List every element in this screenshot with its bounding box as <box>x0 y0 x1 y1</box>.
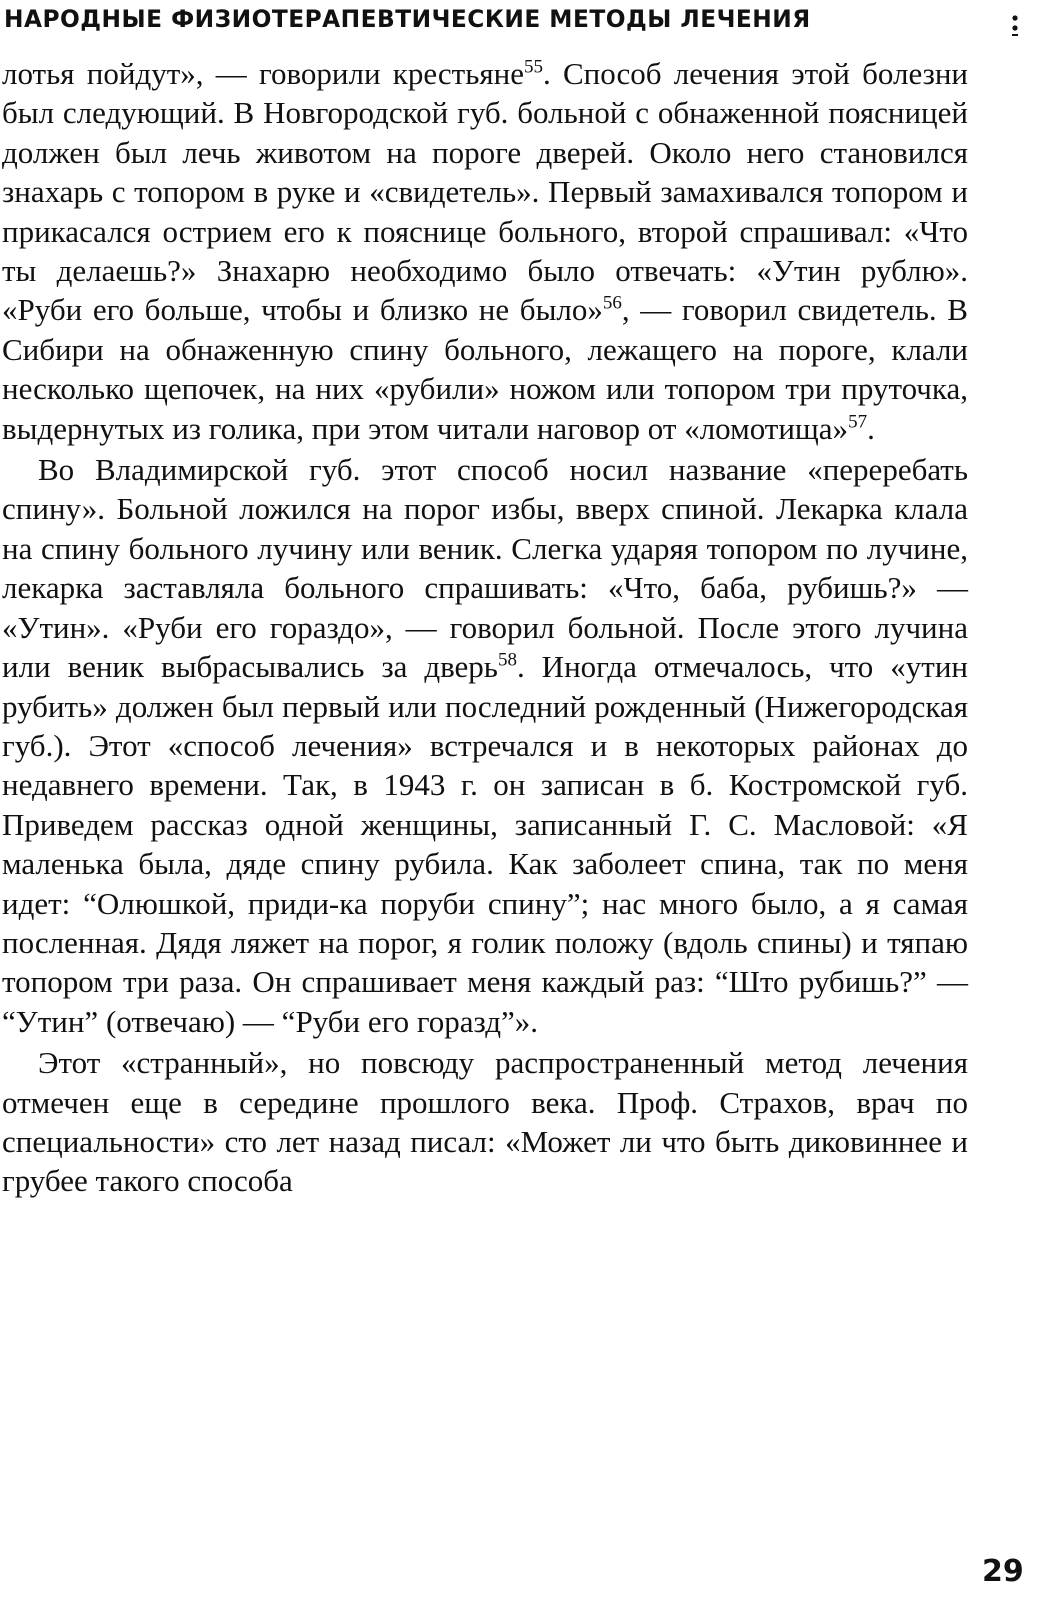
text-run: . Способ лечения этой болезни был следующий. В Новгородской губ. больной с обнаженной поясницей должен был лечь животом на пороге дверей. Около него становился знахарь с топором в руке и «свидетель». Первый замахивался топором и прикасался острием его к пояснице больного, второй спрашивал: «Что ты делаешь?» Знахарю необходимо было отвечать: «Утин рублю». «Руби его больше, чтобы и близко не было» <box>2 56 969 328</box>
text-run: Этот «странный», но повсюду распространенный метод лечения отмечен еще в середине прошлого века. Проф. Страхов, врач по специальности» сто лет назад писал: «Может ли что быть диковиннее и грубее такого способа <box>2 1045 968 1199</box>
paragraph-3 <box>2 1043 968 1201</box>
text-run: . <box>867 410 875 446</box>
footnote-ref-55: 55 <box>523 56 543 78</box>
text-run: лотья пойдут», — говорили крестьяне <box>2 56 524 91</box>
text-run: , — говорил свидетель. В Сибири на обнаженную спину больного, лежащего на пороге, клали несколько щепочек, на них «рубили» ножом или топором три пруточка, выдернутых из голика, при этом читали наговор от «ломотища» <box>2 292 968 446</box>
text-run: . Иногда отмечалось, что «утин рубить» должен был первый или последний рожденный (Нижегородская губ.). Этот «способ лечения» встречался и в некоторых районах до недавнего времени. Так, в 1943 г. он записан в б. Костромской губ. Приведем рассказ одной женщины, записанный Г. С. Масловой: «Я маленька была, дяде спину рубила. Как заболеет спина, так по меня идет: “Олюшкой, приди-ка поруби спину”; нас много было, а я самая посленная. Дядя ляжет на порог, я голик положу (вдоль спины) и тяпаю топором три раза. Он спрашивает меня каждый раз: “Што рубишь?” — “Утин” (отвечаю) — “Руби его горазд”». <box>2 649 968 1039</box>
paragraph-2 <box>2 450 968 1041</box>
running-head <box>0 4 1042 40</box>
footnote-ref-57: 57 <box>848 411 868 433</box>
dot-ornament-icon <box>1009 8 1021 38</box>
footnote-ref-58: 58 <box>497 649 517 671</box>
text-run: Во Владимирской губ. этот способ носил название «переребать спину». Больной ложился на порог избы, вверх спиной. Лекарка клала на спину больного лучину или веник. Слегка ударяя топором по лучине, лекарка заставляла больного спрашивать: «Что, баба, рубишь?» — «Утин». «Руби его гораздо», — говорил больной. После этого лучина или веник выбрасывались за дверь <box>2 452 968 685</box>
footnote-ref-56: 56 <box>602 293 622 315</box>
paragraph-1 <box>2 54 968 448</box>
page-number: 29 <box>982 1554 1024 1589</box>
body-text <box>2 54 968 1201</box>
running-head-title: НАРОДНЫЕ ФИЗИОТЕРАПЕВТИЧЕСКИЕ МЕТОДЫ ЛЕЧЕНИЯ <box>4 5 811 33</box>
